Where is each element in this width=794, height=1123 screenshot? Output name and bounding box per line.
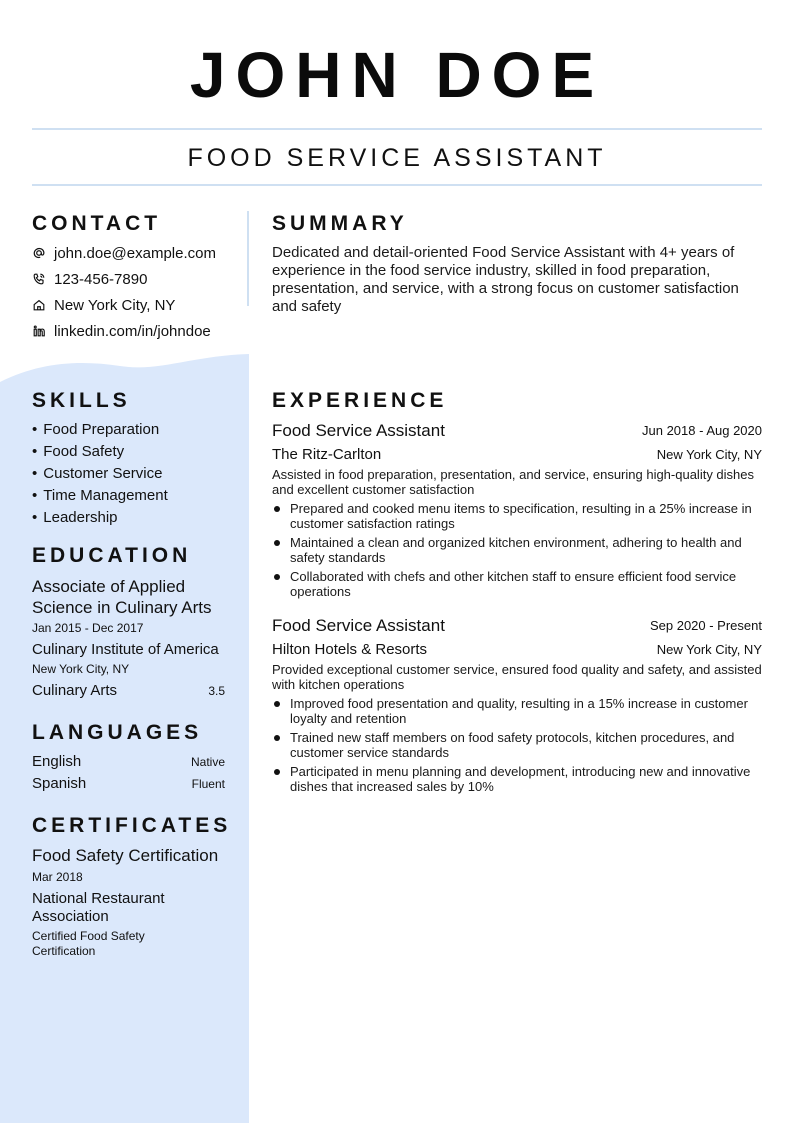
skill-item: • Leadership (32, 509, 118, 527)
skill-item: • Time Management (32, 487, 168, 505)
job-location: New York City, NY (656, 642, 762, 657)
bullet-icon (274, 701, 280, 707)
experience-heading: EXPERIENCE (272, 389, 448, 412)
bullet-icon (274, 735, 280, 741)
job-role-title: FOOD SERVICE ASSISTANT (187, 144, 607, 172)
bullet-text: Trained new staff members on food safety protocols, kitchen procedures, and customer service standards (290, 730, 735, 760)
contact-heading: CONTACT (32, 212, 162, 235)
education-school: Culinary Institute of America (32, 641, 219, 658)
at-sign-icon (32, 246, 46, 260)
education-dates: Jan 2015 - Dec 2017 (32, 621, 144, 635)
certificates-heading: CERTIFICATES (32, 814, 232, 837)
language-name: Spanish (32, 775, 87, 792)
languages-heading: LANGUAGES (32, 721, 203, 744)
skill-item: • Food Safety (32, 443, 124, 461)
phone-icon (32, 272, 46, 286)
bullet-icon (274, 506, 280, 512)
job-dates: Sep 2020 - Present (649, 618, 762, 633)
bullet-icon (274, 574, 280, 580)
certificate-description: Certified Food Safety Certification (32, 929, 145, 958)
email-text: john.doe@example.com (54, 244, 216, 262)
bullet-text: Prepared and cooked menu items to specification, resulting in a 25% increase in customer satisfaction ratings (290, 501, 752, 531)
summary-heading: SUMMARY (272, 212, 408, 235)
bullet-text: Improved food presentation and quality, resulting in a 15% increase in customer loyalty and retention (290, 696, 748, 726)
skill-item: • Customer Service (32, 465, 162, 483)
column-divider (247, 211, 249, 306)
bullet-icon (274, 769, 280, 775)
candidate-name: JOHN DOE (189, 39, 605, 111)
job-company: The Ritz-Carlton (272, 446, 382, 463)
header-divider-bottom (32, 184, 762, 186)
job-bullet (272, 696, 762, 726)
linkedin-icon (32, 324, 46, 338)
education-degree: Associate of Applied Science in Culinary Arts (32, 577, 212, 617)
certificate-name: Food Safety Certification (32, 846, 219, 865)
education-field: Culinary Arts (32, 682, 118, 699)
contact-location (32, 295, 175, 315)
job-description: Assisted in food preparation, presentation, and service, ensuring high-quality dishes and excellent customer satisfaction (272, 467, 755, 497)
summary-text: Dedicated and detail-oriented Food Service Assistant with 4+ years of experience in the food service industry, skilled in food preparation, presentation, and service, with a strong focus on customer satisfaction and safety (272, 244, 739, 315)
education-heading: EDUCATION (32, 544, 192, 567)
contact-phone[interactable] (32, 269, 147, 289)
bullet-text: Collaborated with chefs and other kitchen staff to ensure efficient food service operations (290, 569, 737, 599)
phone-text: 123-456-7890 (54, 270, 148, 288)
skills-heading: SKILLS (32, 389, 131, 412)
contact-linkedin[interactable] (32, 321, 211, 341)
education-location: New York City, NY (32, 662, 130, 676)
job-description: Provided exceptional customer service, ensured food quality and safety, and assisted with kitchen operations (272, 662, 762, 692)
job-title: Food Service Assistant (272, 616, 445, 635)
job-company: Hilton Hotels & Resorts (272, 641, 428, 658)
job-bullet (272, 764, 762, 794)
job-dates: Jun 2018 - Aug 2020 (642, 423, 762, 438)
certificate-issuer: National Restaurant Association (32, 890, 165, 925)
education-gpa: 3.5 (208, 684, 225, 698)
location-text: New York City, NY (54, 296, 176, 314)
skill-item: • Food Preparation (32, 421, 159, 439)
job-bullet (272, 535, 762, 565)
job-bullet (272, 501, 762, 531)
bullet-icon (274, 540, 280, 546)
bullet-text: Maintained a clean and organized kitchen environment, adhering to health and safety standards (290, 535, 742, 565)
linkedin-text: linkedin.com/in/johndoe (54, 322, 211, 340)
home-icon (32, 298, 46, 312)
job-bullet (272, 569, 762, 599)
header-divider-top (32, 128, 762, 130)
language-level: Native (190, 755, 225, 769)
language-level: Fluent (191, 777, 225, 791)
job-bullet (272, 730, 762, 760)
job-location: New York City, NY (656, 447, 762, 462)
contact-email[interactable] (32, 243, 216, 263)
language-name: English (32, 753, 82, 770)
job-title: Food Service Assistant (272, 421, 445, 440)
certificate-date: Mar 2018 (32, 870, 83, 884)
bullet-text: Participated in menu planning and development, introducing new and innovative dishes that increased sales by 10% (290, 764, 751, 794)
